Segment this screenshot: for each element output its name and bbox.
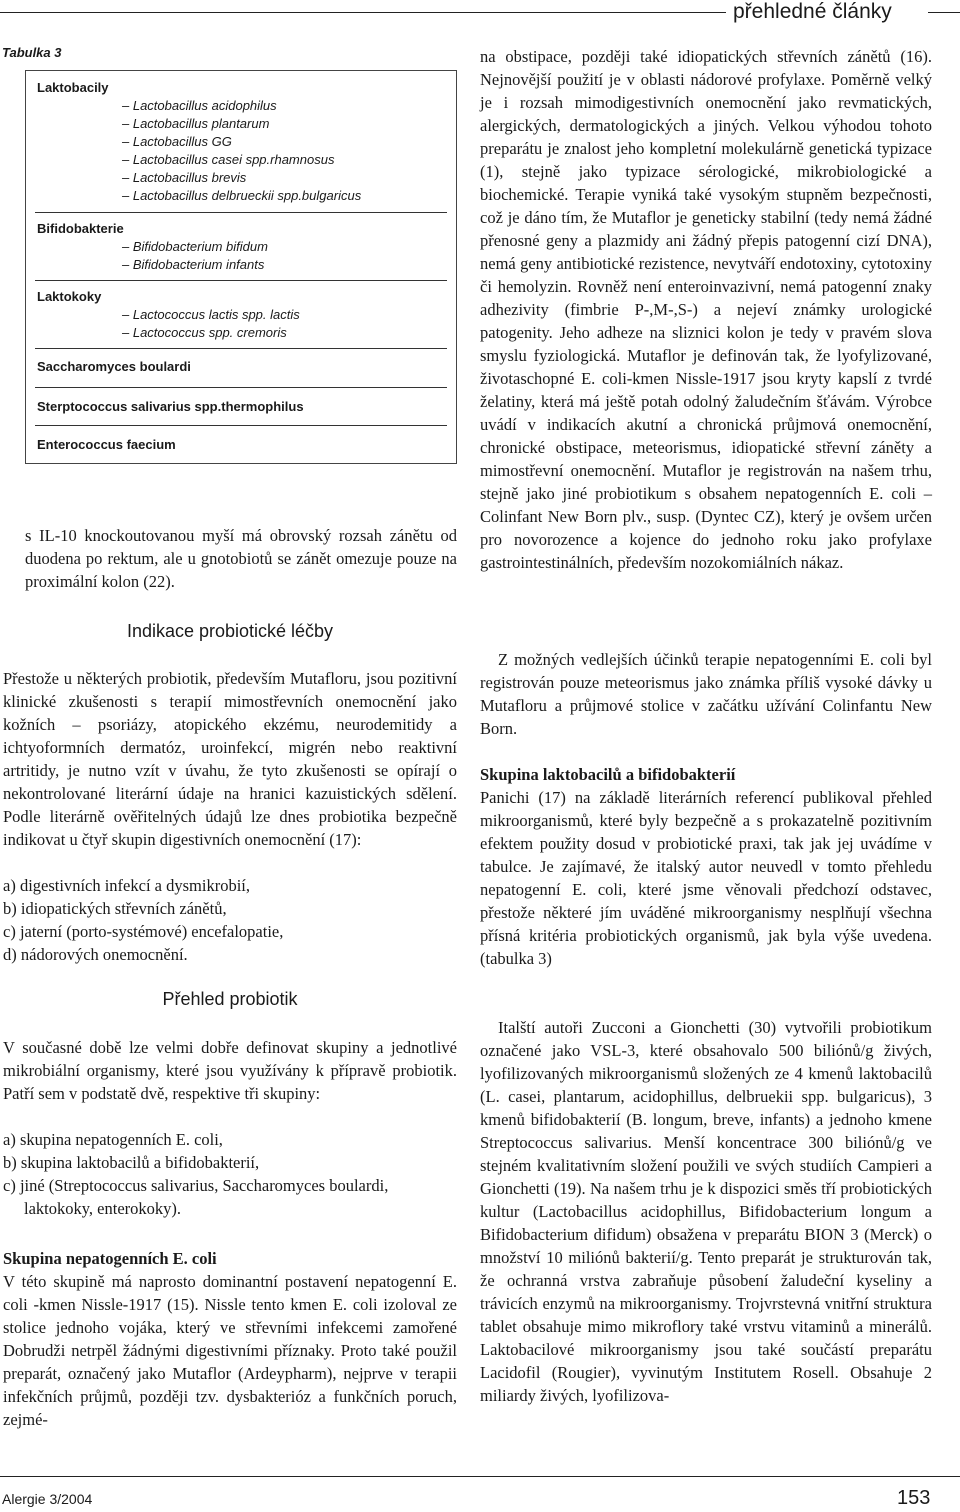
journal-name: Alergie 3/2004: [2, 1491, 93, 1507]
paragraph: na obstipace, později také idiopatických střevních zánětů (16). Nejnovější použití je v oblasti nádorové profylaxe. Poměrně velký je i rozsah mimodigestivních onemocnění jako revmatických, alergických, dermatologických a jiných. Velkou výhodou tohoto preparátu je znalost jeho kompletní molekulárně genetická typizace (1), stejně jako typizace sérologické, mikrobiologické a biochemické. Terapie vyniká také vysokým stupněm bezpečnosti, což je dáno tím, že Mutaflor je geneticky stabilní (tedy nemá žádné přenosné geny a plazmidy ani žádný přepis patogenní cizí DNA), nemá geny antibiotické rezistence, nevytváří endotoxiny, cytotoxiny či hemolyzin. Rovněž není enteroinvazivní, nemá patogenní znaky adhezivity (fimbrie P-,M-,S-) a nejeví známky urologické patogenity. Jeho adheze na sliznici kolon je tedy v pravém slova smyslu fyziologická. Mutaflor je definován tak, že lyofylizované, životaschopné E. coli-kmen Nissle-1917 jsou kryty kapslí z tvrdé želatiny, která má ještě potah odolný žaludečním šťávám. Výrobce uvádí v indikacích akutní a chronická průjmová onemocnění, chronické obstipace, meteorismus, idiopatické střevní záněty a mimostřevní onemocnění. Mutaflor je registrován na našem trhu, stejně jako jiné probiotikum s obsahem nepatogenních E. coli – Colinfant New Born plv., susp. (Dyntec CZ), který je ovšem určen pro novorozence a kojence do jednoho roku jako profylaxe gastrointestinálních, především nozokomiálních nákaz.: [480, 47, 932, 572]
list-item: b) idiopatických střevních zánětů,: [3, 899, 227, 918]
table-item: – Lactobacillus GG: [122, 134, 232, 149]
table-item: – Lactobacillus brevis: [122, 170, 247, 185]
list-item: a) skupina nepatogenních E. coli,: [3, 1130, 223, 1149]
table-item: – Lactobacillus plantarum: [122, 116, 270, 131]
table-group-title: Enterococcus faecium: [37, 437, 176, 452]
paragraph: V této skupině má naprosto dominantní postavení nepatogenní E. coli -kmen Nissle-1917 (15). Nissle tento kmen E. coli izoloval ze stolice jednoho vojáka, který ve střevními infekcemi zamořené Dobrudži netrpěl žádnými digestivními příznaky. Proto také použil preparát, označený jako Mutaflor (Ardeypharm), nejprve v terapii infekčních průjmů, později tzv. dysbakterióz a funkčních poruch, zejmé-: [3, 1272, 457, 1429]
header-rule: [0, 12, 726, 13]
table-divider: [35, 425, 447, 426]
section-title: přehledné články: [733, 0, 892, 23]
subheading: Skupina laktobacilů a bifidobakterií: [480, 765, 736, 784]
table-item: – Lactobacillus delbrueckii spp.bulgaricus: [122, 188, 362, 203]
paragraph: Panichi (17) na základě literárních referencí publikoval přehled mikroorganismů, které byly bezpečně a s prokazatelně pozitivním efektem použity dosud v probiotické praxi, tak jak jej uvádíme v tabulce. Je zajímavé, že italský autor neuvedl v tomto přehledu nepatogenní E. coli, které jsme věnovali předchozí odstavec, přestože některé jím uváděné mikroorganismy nesplňují všechna přísná kritéria probiotických organismů, jak byla výše uvedena. (tabulka 3): [480, 788, 932, 968]
subheading: Skupina nepatogenních E. coli: [3, 1249, 217, 1268]
list-item: d) nádorových onemocnění.: [3, 945, 188, 964]
table-divider: [35, 212, 447, 213]
paragraph: V současné době lze velmi dobře definovat skupiny a jednotlivé mikrobiální organismy, které jsou využívány k přípravě probiotik. Patří sem v podstatě dvě, respektive tři skupiny:: [3, 1038, 457, 1103]
section-heading-indications: Indikace probiotické léčby: [126, 621, 334, 641]
table-item: – Bifidobacterium infants: [122, 257, 265, 272]
paragraph: Z možných vedlejších účinků terapie nepatogenními E. coli byl registrován pouze meteorismus jako známka příliš vysoké dávky u Mutafloru a průjmové stolice v začátku užívání Colinfantu New Born.: [480, 650, 932, 738]
header-rule-end: [928, 12, 960, 13]
table-divider: [35, 348, 447, 349]
table-item: – Lactococcus spp. cremoris: [122, 325, 287, 340]
table-group-title: Laktobacily: [37, 80, 109, 95]
list-item: c) jaterní (porto-systémové) encefalopatie,: [3, 922, 284, 941]
table-group-title: Sterptococcus salivarius spp.thermophilus: [37, 399, 304, 414]
page-number: 153: [897, 1487, 931, 1509]
table-item: – Lactobacillus acidophilus: [122, 98, 277, 113]
paragraph: Přestože u některých probiotik, především Mutafloru, jsou pozitivní klinické zkušenosti s terapií mimostřevních onemocnění jako kožních – psoriázy, atopického ekzému, neurodemitidy a ichtyoformních dermatóz, uroinfekcí, migrén nebo reaktivní artritidy, je nutno vzít v úvahu, že tyto zkušenosti se opírají o nekontrolované literární údaje na hranici kazuistických sdělení. Podle literárně ověřitelných údajů lze dnes probiotika bezpečně indikovat u čtyř skupin digestivních onemocnění (17):: [3, 669, 457, 849]
footer-rule: [0, 1476, 960, 1477]
table-group-title: Bifidobakterie: [37, 221, 124, 236]
table-divider: [35, 387, 447, 388]
list-item: c) jiné (Streptococcus salivarius, Saccharomyces boulardi,: [3, 1176, 389, 1195]
list-item: a) digestivních infekcí a dysmikrobií,: [3, 876, 250, 895]
table-item: – Bifidobacterium bifidum: [122, 239, 268, 254]
list-item: b) skupina laktobacilů a bifidobakterií,: [3, 1153, 260, 1172]
table-group-title: Saccharomyces boulardi: [37, 359, 191, 374]
table-divider: [35, 280, 447, 281]
table-item: – Lactobacillus casei spp.rhamnosus: [122, 152, 335, 167]
list-item: laktokoky, enterokoky).: [24, 1199, 182, 1218]
table-item: – Lactococcus lactis spp. lactis: [122, 307, 300, 322]
table-caption: Tabulka 3: [2, 45, 62, 60]
section-heading-overview: Přehled probiotik: [162, 989, 298, 1009]
table-group-title: Laktokoky: [37, 289, 102, 304]
probiotics-table: [25, 70, 457, 464]
paragraph: s IL-10 knockoutovanou myší má obrovský rozsah zánětu od duodena po rektum, ale u gnotobiotů se zánět omezuje pouze na proximální kolon (22).: [25, 526, 457, 591]
paragraph: Italští autoři Zucconi a Gionchetti (30) vytvořili probiotikum označené jako VSL-3, které obsahovalo 500 biliónů/g živých, lyofilizovaných mikroorganismů složených ze 4 kmenů laktobacilů (L. casei, plantarum, acidophillus, delbruekii spp. bulgaricus), 3 kmenů bifidobakterií (B. longum, breve, infants) a jednoho kmene Streptococcus salivarius. Menší koncentrace 300 biliónů/g ve stejném kvalitativním složení použili ve svých studiích Campieri a Gionchetti (19). Na našem trhu je k dispozici směs tří probiotických kultur (Lactobacillus acidophillus, Bifidobacterium longum a Bifidobacterium difidum) obsažena v preparátu BION 3 (Merck) o množství 10 miliónů bakterií/g. Tento preparát je strukturován tak, že ochranná vrstva zabraňuje působení žaludeční kyseliny a trávicích enzymů na mikroorganismy. Trojvrstevná vnitřní struktura tablet obsahuje mimo mikroflory také vrstvu vitaminů a minerálů. Laktobacilové mikroorganismy jsou také součástí preparátu Lacidofil (Rougier), vyvinutým Institutem Rosell. Obsahuje 2 miliardy živých, lyofilizova-: [480, 1018, 932, 1405]
